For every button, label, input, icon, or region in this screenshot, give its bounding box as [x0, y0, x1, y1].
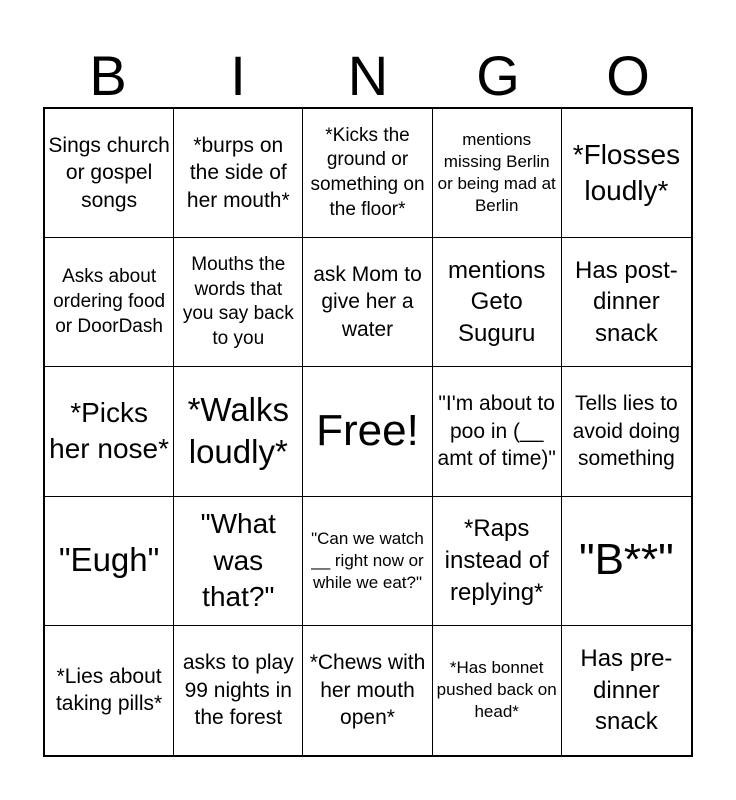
bingo-cell[interactable]: Mouths the words that you say back to you	[174, 238, 303, 367]
bingo-cell[interactable]: *Walks loudly*	[174, 367, 303, 496]
bingo-cell[interactable]: Has post-dinner snack	[562, 238, 691, 367]
header-letter-i: I	[230, 44, 246, 107]
free-space-cell[interactable]: Free!	[303, 367, 432, 496]
bingo-cell[interactable]: *Has bonnet pushed back on head*	[433, 626, 562, 755]
bingo-cell[interactable]: "B**"	[562, 497, 691, 626]
bingo-cell[interactable]: Has pre-dinner snack	[580, 644, 673, 736]
header-letter-n: N	[347, 44, 389, 107]
bingo-cell[interactable]: mentions Geto Suguru	[433, 238, 562, 367]
header-letter-b: B	[89, 44, 127, 107]
bingo-cell[interactable]: "What was that?"	[174, 497, 303, 626]
bingo-cell[interactable]: Sings church or gospel songs	[45, 109, 174, 238]
bingo-cell[interactable]: asks to play 99 nights in the forest	[174, 626, 303, 755]
bingo-cell[interactable]: ask Mom to give her a water	[303, 238, 432, 367]
bingo-cell[interactable]: *burps on the side of her mouth*	[174, 109, 303, 238]
bingo-header	[43, 40, 693, 108]
bingo-cell[interactable]: "Can we watch __ right now or while we eat?"	[303, 497, 432, 626]
bingo-cell[interactable]: *Picks her nose*	[45, 367, 174, 496]
bingo-cell[interactable]: *Flosses loudly*	[562, 109, 691, 238]
bingo-cell[interactable]: mentions missing Berlin or being mad at Berlin	[433, 109, 562, 238]
bingo-cell[interactable]: Asks about ordering food or DoorDash	[45, 238, 174, 367]
bingo-cell[interactable]: Tells lies to avoid doing something	[562, 367, 691, 496]
bingo-board	[43, 107, 693, 757]
bingo-cell[interactable]: "Eugh"	[45, 497, 174, 626]
bingo-cell[interactable]: *Kicks the ground or something on the floor*	[303, 109, 432, 238]
bingo-cell[interactable]: *Chews with her mouth open*	[303, 626, 432, 755]
bingo-cell[interactable]: *Raps instead of replying*	[433, 497, 562, 626]
bingo-cell[interactable]: *Lies about taking pills*	[45, 626, 174, 755]
header-letter-o: O	[606, 44, 650, 107]
bingo-cell[interactable]: "I'm about to poo in (__ amt of time)"	[433, 367, 562, 496]
header-letter-g: G	[476, 44, 520, 107]
